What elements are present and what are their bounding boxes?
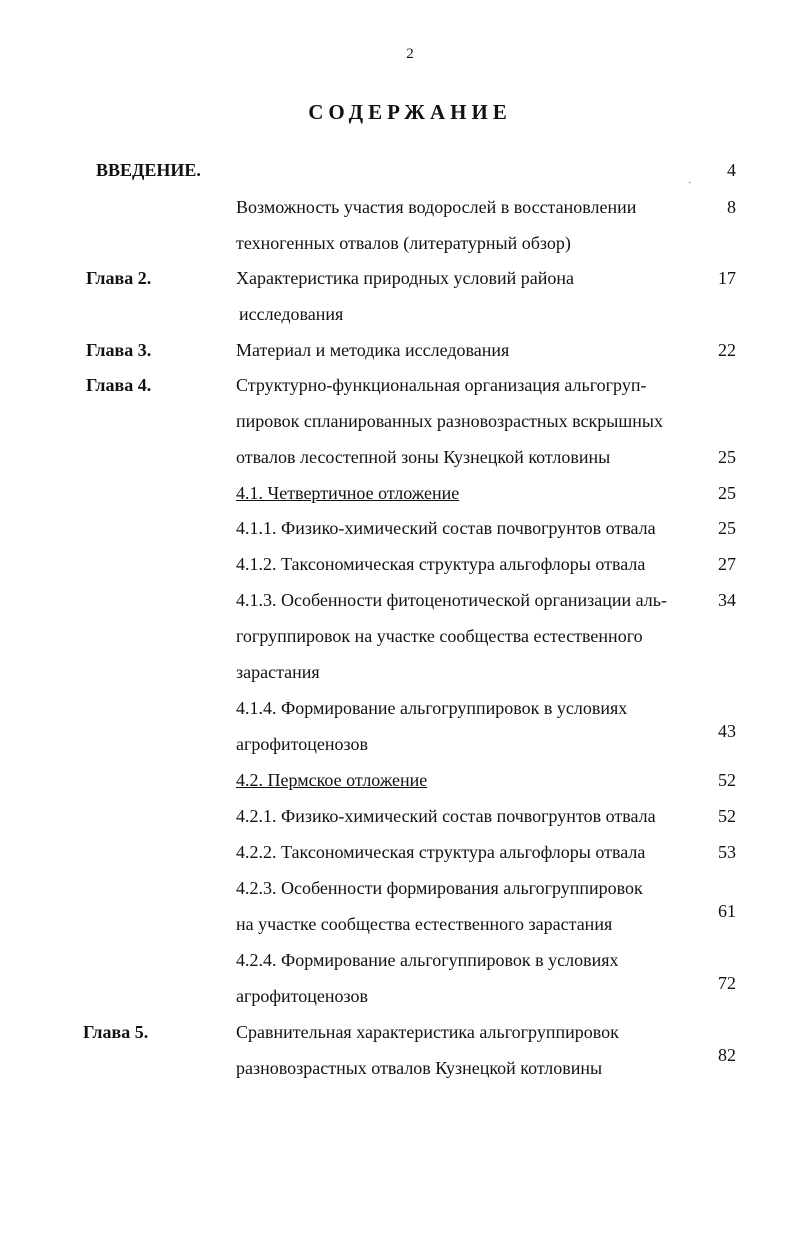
toc-ch3-page: 22 — [718, 340, 736, 360]
toc-ch4-line-3: отвалов лесостепной зоны Кузнецкой котловины — [236, 447, 611, 467]
toc-s421-page: 52 — [718, 806, 736, 826]
toc-s41-title: 4.1. Четвертичное отложение — [236, 483, 460, 503]
toc-ch2-line-1: Характеристика природных условий района — [236, 268, 575, 288]
toc-s413-line-1: 4.1.3. Особенности фитоценотической организации аль- — [236, 590, 667, 610]
page-number: 2 — [406, 46, 414, 62]
toc-ch4-line-1: Структурно-функциональная организация альгогруп- — [236, 375, 647, 395]
toc-s424-line-2: агрофитоценозов — [236, 986, 369, 1006]
toc-ch4-line-2: пировок спланированных разновозрастных вскрышных — [236, 411, 663, 431]
toc-intro-page: 4 — [727, 160, 736, 180]
toc-ch1-line-1: Возможность участия водорослей в восстановлении — [236, 197, 637, 217]
toc-ch5-label: Глава 5. — [83, 1022, 149, 1042]
toc-ch2-line-2: исследования — [239, 304, 344, 324]
toc-ch1-page: 8 — [727, 197, 736, 217]
toc-s411-page: 25 — [718, 518, 736, 538]
toc-s42-title: 4.2. Пермское отложение — [236, 770, 428, 790]
toc-s41-page: 25 — [718, 483, 736, 503]
toc-s414-line-2: агрофитоценозов — [236, 734, 369, 754]
toc-ch5-line-2: разновозрастных отвалов Кузнецкой котловины — [236, 1058, 603, 1078]
toc-ch1-line-2: техногенных отвалов (литературный обзор) — [236, 233, 571, 253]
toc-s413-line-3: зарастания — [236, 662, 320, 682]
toc-s421-title: 4.2.1. Физико-химический состав почвогрунтов отвала — [236, 806, 656, 826]
stray-mark: ˏ — [688, 173, 692, 184]
toc-s422-title: 4.2.2. Таксономическая структура альгофлоры отвала — [236, 842, 646, 862]
toc-s413-line-2: гогруппировок на участке сообщества естественного — [236, 626, 643, 646]
toc-s414-line-1: 4.1.4. Формирование альгогруппировок в условиях — [236, 698, 628, 718]
toc-s412-title: 4.1.2. Таксономическая структура альгофлоры отвала — [236, 554, 646, 574]
toc-s424-line-1: 4.2.4. Формирование альгогуппировок в условиях — [236, 950, 619, 970]
toc-heading: СОДЕРЖАНИЕ — [308, 100, 512, 124]
toc-s414-page: 43 — [718, 721, 736, 741]
toc-s423-page: 61 — [718, 901, 736, 921]
toc-ch5-line-1: Сравнительная характеристика альгогруппировок — [236, 1022, 619, 1042]
toc-s424-page: 72 — [718, 973, 736, 993]
toc-ch2-label: Глава 2. — [86, 268, 152, 288]
toc-ch2-page: 17 — [718, 268, 736, 288]
toc-s411-title: 4.1.1. Физико-химический состав почвогрунтов отвала — [236, 518, 656, 538]
toc-s423-line-2: на участке сообщества естественного зарастания — [236, 914, 613, 934]
toc-ch5-page: 82 — [718, 1045, 736, 1065]
toc-s422-page: 53 — [718, 842, 736, 862]
toc-s413-page: 34 — [718, 590, 736, 610]
toc-ch3-label: Глава 3. — [86, 340, 152, 360]
toc-s42-page: 52 — [718, 770, 736, 790]
toc-s412-page: 27 — [718, 554, 736, 574]
toc-s423-line-1: 4.2.3. Особенности формирования альгогруппировок — [236, 878, 643, 898]
toc-ch4-page: 25 — [718, 447, 736, 467]
toc-ch4-label: Глава 4. — [86, 375, 152, 395]
toc-ch3-line-1: Материал и методика исследования — [236, 340, 510, 360]
toc-intro-label: ВВЕДЕНИЕ. — [96, 160, 201, 180]
